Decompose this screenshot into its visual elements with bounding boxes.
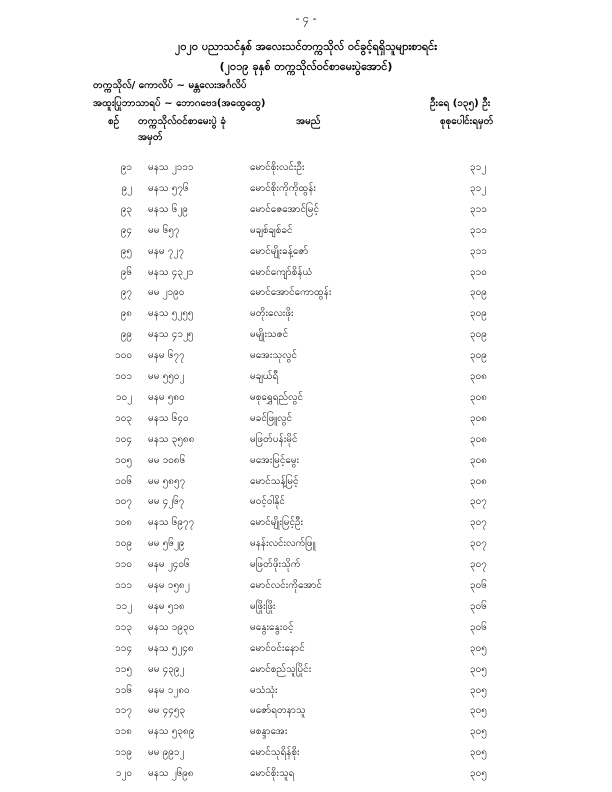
- total-marks: ၃၀၈: [470, 412, 487, 424]
- total-marks: ၃၀၈: [470, 475, 487, 487]
- roll-number: မနသ ၅၃၈၉: [148, 726, 195, 738]
- roll-number: မမ ၄၄၅၃: [148, 705, 186, 717]
- student-name: မောင်မျိုးခန့်ဇော်: [250, 245, 309, 257]
- row-number: ၁၁၂: [115, 600, 132, 612]
- total-marks: ၃၁၂: [470, 182, 487, 194]
- total-marks: ၃၀၈: [470, 433, 487, 445]
- table-row: [0, 724, 612, 742]
- table-row: [0, 662, 612, 680]
- total-marks: ၃၀၉: [470, 329, 487, 341]
- total-marks: ၃၀၆: [470, 580, 487, 591]
- total-marks: ၃၀၅: [470, 663, 487, 675]
- student-name: မောင်သုရိန်စိုး: [250, 747, 300, 759]
- row-number: ၉၃: [120, 203, 132, 215]
- row-number: ၁၀၆: [115, 475, 132, 487]
- student-name: မဝင့်ဝါနိုင်: [250, 496, 285, 508]
- roll-number: မနသ ၆၉၇၇: [148, 517, 195, 529]
- roll-number: မနမ ၁၅၈၂: [148, 580, 190, 591]
- student-name: မစန္ဒာအေး: [250, 726, 288, 738]
- student-name: မဖြတ်ပန်းမိုင်: [250, 433, 298, 445]
- row-number: ၁၁၅: [115, 663, 132, 675]
- row-number: ၉၈: [120, 308, 132, 320]
- total-marks: ၃၀၆: [470, 600, 487, 612]
- roll-number: မမ ၅၈၅၇: [148, 475, 186, 487]
- total-marks: ၃၁၁: [470, 245, 487, 257]
- student-count: ဦးရေ (၁၃၅) ဦး: [430, 98, 491, 109]
- row-number: ၁၀၉: [115, 538, 132, 550]
- student-name: မနန်းလင်းလက်ဖြူ: [250, 538, 316, 550]
- table-row: [0, 265, 612, 283]
- total-marks: ၃၀၅: [470, 684, 487, 696]
- table-row: [0, 390, 612, 408]
- major-label: အထူးပြုဘာသာရပ် ~ ဘောဂဗေဒ(အထွေထွေ): [93, 98, 266, 109]
- row-number: ၉၂: [121, 182, 132, 194]
- roll-number: မနသ ၅၇၆: [148, 182, 189, 194]
- roll-number: မမ ၂၁၉၀: [148, 287, 185, 299]
- total-marks: ၃၀၇: [470, 496, 487, 508]
- header-marks: စုစုပေါင်းရမှတ်: [440, 116, 494, 127]
- roll-number: မမ ၆၅၇: [148, 224, 180, 236]
- row-number: ၁၁၄: [115, 642, 132, 654]
- roll-number: မနမ ၆၇၇: [148, 350, 185, 362]
- row-number: ၁၂၀: [115, 768, 132, 780]
- row-number: ၁၁၉: [115, 747, 132, 759]
- row-number: ၉၆: [120, 266, 132, 278]
- table-row: [0, 474, 612, 492]
- total-marks: ၃၀၆: [470, 621, 487, 633]
- table-row: [0, 432, 612, 450]
- student-name: မောင်စိုးသူရ: [250, 768, 295, 780]
- header-no: စဉ်: [108, 116, 120, 127]
- row-number: ၁၀၁: [115, 371, 132, 382]
- table-row: [0, 683, 612, 701]
- table-row: [0, 285, 612, 303]
- total-marks: ၃၀၅: [470, 642, 487, 654]
- roll-number: မနသ ၁၉၃၀: [148, 621, 195, 633]
- row-number: ၁၀၇: [115, 496, 132, 508]
- row-number: ၁၁၇: [115, 705, 132, 717]
- roll-number: မမ ၁၀၈၆: [148, 454, 186, 466]
- row-number: ၉၁: [120, 162, 132, 173]
- roll-number: မနသ ၂၆၉၈: [148, 768, 194, 780]
- student-name: မောင်အောင်ကောထွန်း: [250, 287, 332, 299]
- roll-number: မနသ ၄၁၂၅: [148, 329, 194, 341]
- row-number: ၁၀၂: [115, 391, 132, 403]
- total-marks: ၃၁၁: [470, 224, 487, 236]
- student-name: မချယ်ရီ: [250, 371, 279, 382]
- table-row: [0, 599, 612, 617]
- table-row: [0, 244, 612, 262]
- roll-number: မနသ ၅၂၅၅: [148, 308, 194, 320]
- table-row: [0, 327, 612, 345]
- row-number: ၁၁၆: [115, 684, 132, 696]
- student-name: မစုရွှေရည်လွင်: [250, 391, 304, 403]
- row-number: ၁၀၈: [115, 517, 132, 529]
- roll-number: မနမ ၅၁၈: [148, 600, 185, 612]
- header-roll: တက္ကသိုလ်ဝင်စာမေးပွဲ ခုံအမှတ်: [138, 116, 226, 143]
- roll-number: မနသ ၆၄၀: [148, 412, 189, 424]
- roll-number: မနမ ၅၈၀: [148, 391, 185, 403]
- table-row: [0, 578, 612, 596]
- row-number: ၁၁၈: [115, 726, 132, 738]
- student-name: မသံသုံး: [250, 684, 278, 696]
- document-title: ၂၀၂၀ ပညာသင်နှစ် အလေးသင်တက္ကသိုလ် ဝင်ခွင့်ရရှိသူများစာရင်း: [174, 40, 438, 53]
- total-marks: ၃၁၁: [470, 203, 487, 215]
- roll-number: မနမ ၁၂၈၀: [148, 684, 190, 696]
- total-marks: ၃၀၅: [470, 726, 487, 738]
- student-name: မောင်စိုးကိုကိုထွန်း: [250, 182, 316, 194]
- total-marks: ၃၀၇: [470, 538, 487, 550]
- table-row: [0, 223, 612, 241]
- table-row: [0, 411, 612, 429]
- table-row: [0, 160, 612, 178]
- total-marks: ၃၀၉: [470, 287, 487, 299]
- student-name: မတိုးလေးဖိုး: [250, 308, 294, 320]
- row-number: ၉၅: [120, 245, 132, 257]
- total-marks: ၃၀၈: [470, 391, 487, 403]
- table-row: [0, 536, 612, 554]
- student-name: မောင်မျိုးမြင့်ဦး: [250, 517, 304, 529]
- roll-number: မနသ ၄၃၂၁: [148, 266, 194, 278]
- university-label: တက္ကသိုလ်/ ကောလိပ် ~ မန္တလေးအင်္ဂလိပ်: [93, 80, 247, 91]
- table-row: [0, 620, 612, 638]
- row-number: ၁၀၃: [115, 412, 132, 424]
- student-name: မခင်ဖြူလွင်: [250, 412, 293, 424]
- row-number: ၁၁၁: [115, 580, 132, 591]
- row-number: ၁၀၅: [115, 454, 132, 466]
- table-row: [0, 745, 612, 763]
- student-name: မောင်ဇေအောင်မြင့်: [250, 203, 319, 215]
- student-name: မဇော်ရတနာသူ: [250, 705, 306, 717]
- document-subtitle: (၂၀၁၉ ခုနှစ် တက္ကသိုလ်ဝင်စာမေးပွဲအောင်): [219, 60, 393, 73]
- roll-number: မနသ ၆၂၉: [148, 203, 188, 215]
- roll-number: မမ ၅၆၂၉: [148, 538, 185, 550]
- student-name: မောင်လင်းကိုအောင်: [250, 580, 322, 591]
- student-name: မောင်စည်သူပြိုင်း: [250, 663, 312, 675]
- table-row: [0, 641, 612, 659]
- table-row: [0, 306, 612, 324]
- row-number: ၁၀၀: [115, 350, 132, 362]
- student-name: မောင်သန့်မြင့်: [250, 475, 299, 487]
- table-row: [0, 766, 612, 784]
- student-name: မဖြိုးဖြိုး: [250, 600, 276, 612]
- row-number: ၁၀၄: [115, 433, 132, 445]
- header-name: အမည်: [296, 116, 321, 127]
- total-marks: ၃၀၈: [470, 454, 487, 466]
- roll-number: မမ ၅၅၀၂: [148, 371, 185, 382]
- total-marks: ၃၀၅: [470, 747, 487, 759]
- roll-number: မမ ၄၂၆၇: [148, 496, 185, 508]
- roll-number: မမ ၉၉၁၂: [148, 747, 185, 759]
- roll-number: မနမ ၂၄၀၆: [148, 559, 190, 571]
- table-row: [0, 515, 612, 533]
- table-row: [0, 348, 612, 366]
- table-row: [0, 369, 612, 387]
- student-name: မချစ်ချစ်ခင်: [250, 224, 293, 236]
- student-name: မောင်ကျော်စိန်ယံ: [250, 266, 313, 278]
- roll-number: မမ ၄၃၉၂: [148, 663, 185, 675]
- row-number: ၁၁၃: [115, 621, 132, 633]
- student-name: မဖြတ်ဖိုးသိုက်: [250, 559, 301, 571]
- student-name: မောင်စိုးလင်းဦး: [250, 162, 305, 173]
- student-name: မအေးမြင့်မွေး: [250, 454, 300, 466]
- table-row: [0, 703, 612, 721]
- total-marks: ၃၀၉: [470, 350, 487, 362]
- total-marks: ၃၀၇: [470, 517, 487, 529]
- total-marks: ၃၀၅: [470, 768, 487, 780]
- table-row: [0, 202, 612, 220]
- table-row: [0, 557, 612, 575]
- page-number: - ၄ -: [295, 12, 317, 25]
- roll-number: မနသ ၅၂၄၈: [148, 642, 194, 654]
- row-number: ၉၇: [120, 287, 132, 299]
- table-row: [0, 181, 612, 199]
- student-name: မနွေးနွေးဝင့်: [250, 621, 294, 633]
- total-marks: ၃၀၅: [470, 705, 487, 717]
- table-row: [0, 453, 612, 471]
- roll-number: မနသ ၂၁၁၁: [148, 162, 194, 173]
- total-marks: ၃၁၀: [470, 266, 487, 278]
- student-name: မမျိုးသဇင်: [250, 329, 289, 341]
- row-number: ၉၄: [120, 224, 132, 236]
- total-marks: ၃၁၂: [470, 162, 487, 173]
- table-row: [0, 494, 612, 512]
- total-marks: ၃၀၉: [470, 308, 487, 320]
- total-marks: ၃၀၇: [470, 559, 487, 571]
- total-marks: ၃၀၈: [470, 371, 487, 382]
- roll-number: မနသ ၃၅၈၈: [148, 433, 195, 445]
- student-name: မောင်ဝင်းနောင်: [250, 642, 305, 654]
- row-number: ၁၁၀: [115, 559, 132, 571]
- row-number: ၉၉: [120, 329, 132, 341]
- student-name: မအေးသုလွင်: [250, 350, 298, 362]
- roll-number: မနမ ၇၂၇: [148, 245, 184, 257]
